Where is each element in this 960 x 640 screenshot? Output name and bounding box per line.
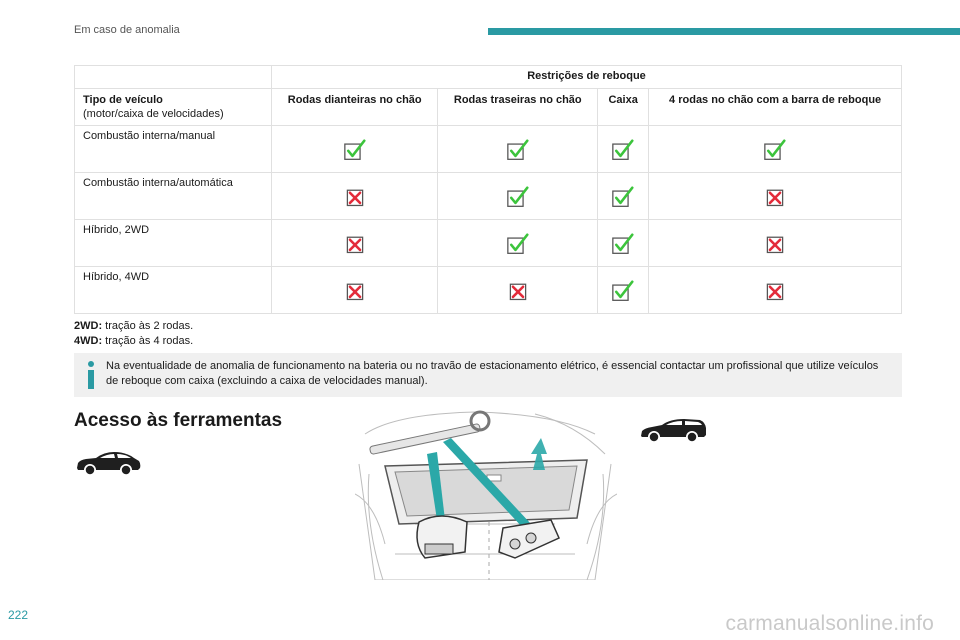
note-text: tração às 4 rodas. xyxy=(102,335,194,347)
note-term: 4WD: xyxy=(74,335,103,347)
note-text: tração às 2 rodas. xyxy=(102,320,194,332)
restriction-cell xyxy=(598,220,649,267)
restriction-cell xyxy=(598,267,649,314)
check-icon xyxy=(764,139,786,161)
group-header: Restrições de reboque xyxy=(272,66,902,89)
restriction-cell xyxy=(598,173,649,220)
restriction-cell xyxy=(272,126,438,173)
cross-icon xyxy=(344,280,366,302)
restriction-cell xyxy=(438,220,598,267)
section-title: Acesso às ferramentas xyxy=(74,410,283,431)
check-icon xyxy=(612,280,634,302)
check-icon xyxy=(507,139,529,161)
suv-car-icon xyxy=(74,448,142,476)
info-box xyxy=(74,353,902,397)
restriction-cell xyxy=(649,220,902,267)
note-4wd xyxy=(74,334,193,349)
info-text: Na eventualidade de anomalia de funcionamento na bateria ou no travão de estacionamento elétrico, é essencial contactar um profissional que utilize veículos de reboque com caixa (excluindo a caixa de velocidades manual). xyxy=(106,360,879,387)
check-icon xyxy=(507,186,529,208)
towing-eye-tool xyxy=(369,412,489,455)
restriction-cell xyxy=(649,267,902,314)
floor-panel xyxy=(385,460,587,524)
vehicle-cell: Híbrido, 4WD xyxy=(75,267,272,314)
note-2wd xyxy=(74,319,193,334)
vehicle-type-header xyxy=(75,89,272,126)
trunk-tools-illustration xyxy=(355,404,617,580)
table-row xyxy=(75,220,902,267)
vehicle-cell: Combustão interna/automática xyxy=(75,173,272,220)
abbreviation-notes xyxy=(74,319,193,349)
info-icon xyxy=(84,360,98,390)
column-header-rear-wheels: Rodas traseiras no chão xyxy=(438,89,598,126)
vehicle-cell: Combustão interna/manual xyxy=(75,126,272,173)
note-term: 2WD: xyxy=(74,320,103,332)
running-header: Em caso de anomalia xyxy=(74,24,180,36)
table-row xyxy=(75,173,902,220)
check-icon xyxy=(344,139,366,161)
table-row xyxy=(75,126,902,173)
vehicle-type-subtitle: (motor/caixa de velocidades) xyxy=(83,108,224,120)
tool-tray-right xyxy=(499,520,559,558)
restriction-cell xyxy=(438,267,598,314)
restriction-cell xyxy=(272,220,438,267)
column-header-tow-bar: 4 rodas no chão com a barra de reboque xyxy=(649,89,902,126)
table-row xyxy=(75,267,902,314)
restriction-cell xyxy=(598,126,649,173)
page-number: 222 xyxy=(8,608,29,622)
vehicle-cell: Híbrido, 2WD xyxy=(75,220,272,267)
tool-tray-left xyxy=(417,516,467,558)
check-icon xyxy=(612,139,634,161)
cross-icon xyxy=(344,233,366,255)
cross-icon xyxy=(764,280,786,302)
restriction-cell xyxy=(649,126,902,173)
column-header-box: Caixa xyxy=(598,89,649,126)
cross-icon xyxy=(764,233,786,255)
restriction-cell xyxy=(272,173,438,220)
restriction-cell xyxy=(272,267,438,314)
restriction-cell xyxy=(438,173,598,220)
restriction-cell xyxy=(649,173,902,220)
cross-icon xyxy=(507,280,529,302)
cross-icon xyxy=(764,186,786,208)
cross-icon xyxy=(344,186,366,208)
header-accent-bar xyxy=(488,28,960,35)
restriction-cell xyxy=(438,126,598,173)
column-header-front-wheels: Rodas dianteiras no chão xyxy=(272,89,438,126)
towing-restrictions-table xyxy=(74,65,902,314)
check-icon xyxy=(612,233,634,255)
estate-car-icon xyxy=(638,414,708,444)
check-icon xyxy=(612,186,634,208)
vehicle-type-title: Tipo de veículo xyxy=(83,94,163,106)
watermark: carmanualsonline.info xyxy=(725,612,934,635)
empty-corner-cell xyxy=(75,66,272,89)
check-icon xyxy=(507,233,529,255)
